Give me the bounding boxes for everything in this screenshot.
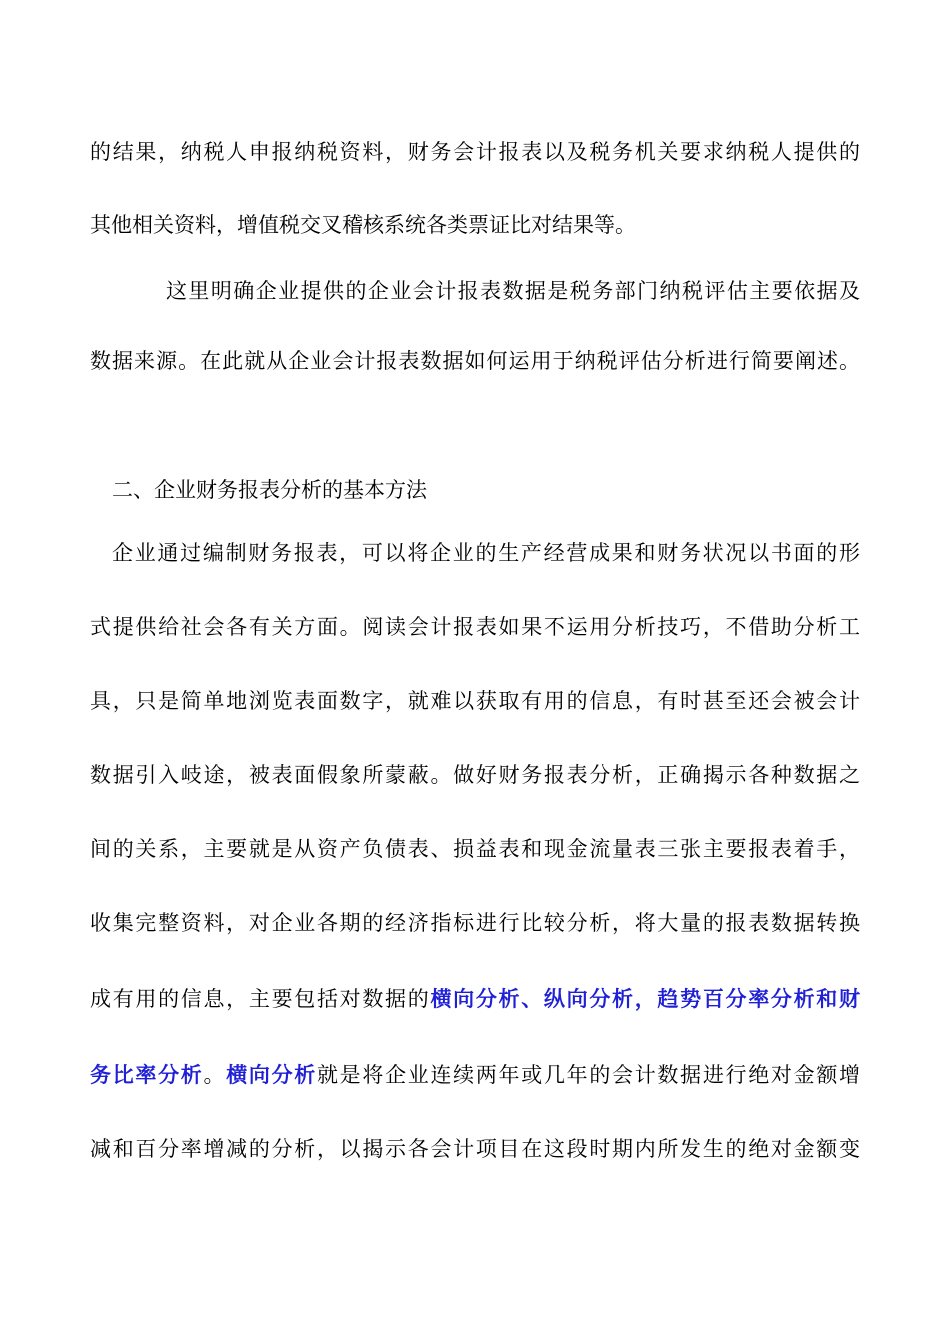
- paragraph1-line2: 其他相关资料，增值税交叉稽核系统各类票证比对结果等。: [90, 213, 636, 237]
- paragraph3-line9: 减和百分率增减的分析，以揭示各会计项目在这段时期内所发生的绝对金额变: [90, 1137, 860, 1161]
- line8-plain-text-1: 。: [203, 1063, 227, 1087]
- line8-highlight-text-1: 务比率分析: [90, 1062, 204, 1087]
- line8-plain-text-2: 就是将企业连续两年或几年的会计数据进行绝对金额增: [316, 1063, 860, 1087]
- line8-highlight-text-2: 横向分析: [226, 1062, 317, 1087]
- paragraph3-line6: 收集完整资料，对企业各期的经济指标进行比较分析，将大量的报表数据转换: [90, 911, 860, 935]
- paragraph3-line7: [90, 984, 860, 1014]
- paragraph3-line2: 式提供给社会各有关方面。阅读会计报表如果不运用分析技巧，不借助分析工: [90, 615, 860, 639]
- paragraph3-line4: 数据引入岐途，被表面假象所蒙蔽。做好财务报表分析，正确揭示各种数据之: [90, 763, 860, 787]
- paragraph3-line8: [90, 1060, 860, 1090]
- paragraph2-line2: 数据来源。在此就从企业会计报表数据如何运用于纳税评估分析进行简要阐述。: [90, 349, 860, 373]
- paragraph3-line1: 企业通过编制财务报表，可以将企业的生产经营成果和财务状况以书面的形: [112, 541, 860, 565]
- line7-plain-text: 成有用的信息，主要包括对数据的: [90, 987, 431, 1011]
- paragraph3-line3: 具，只是简单地浏览表面数字，就难以获取有用的信息，有时甚至还会被会计: [90, 689, 860, 713]
- line7-highlight-text: 横向分析、纵向分析，趋势百分率分析和财: [430, 986, 860, 1011]
- paragraph3-line5: 间的关系，主要就是从资产负债表、损益表和现金流量表三张主要报表着手，: [90, 837, 860, 861]
- paragraph1-line1: 的结果，纳税人申报纳税资料，财务会计报表以及税务机关要求纳税人提供的: [90, 140, 860, 164]
- paragraph2-line1: 这里明确企业提供的企业会计报表数据是税务部门纳税评估主要依据及: [166, 279, 860, 303]
- section-heading: 二、企业财务报表分析的基本方法: [112, 478, 427, 502]
